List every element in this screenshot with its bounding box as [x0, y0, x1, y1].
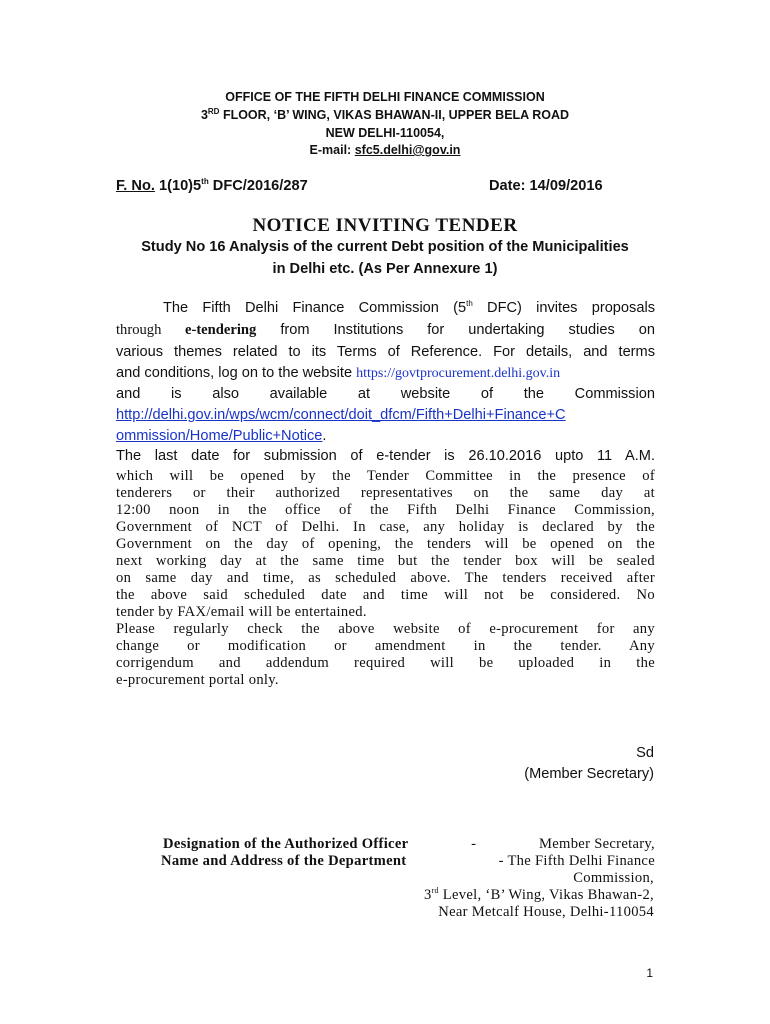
signature-role: (Member Secretary): [524, 766, 654, 782]
page-number: 1: [646, 966, 653, 980]
office-name: OFFICE OF THE FIFTH DELHI FINANCE COMMISSION: [225, 90, 545, 104]
department-line: [161, 853, 655, 870]
para2-line-9: tender by FAX/email will be entertained.: [116, 604, 367, 620]
para1-line-3: various themes related to its Terms of Reference. For details, and terms: [116, 344, 655, 360]
subtitle-line-1: Study No 16 Analysis of the current Debt position of the Municipalities: [141, 239, 629, 255]
para1-line-1: The Fifth Delhi Finance Commission (5th DFC) invites proposals: [163, 299, 655, 316]
para3-line-4: e-procurement portal only.: [116, 672, 279, 688]
para3-line-3: corrigendum and addendum required will be uploaded in the: [116, 655, 655, 671]
address-line-2: 3rd Level, ‘B’ Wing, Vikas Bhawan-2,: [423, 886, 654, 903]
para1-line-5: and is also available at website of the Commission: [116, 386, 655, 402]
designation-line: Designation of the Authorized Officer - Member Secretary,: [163, 836, 655, 852]
commission-link-part-1[interactable]: http://delhi.gov.in/wps/wcm/connect/doit_dfcm/Fifth+Delhi+Finance+C: [116, 407, 566, 423]
para2-line-6: next working day at the same time but the tender box will be sealed: [116, 553, 655, 569]
commission-link-line-2: ommission/Home/Public+Notice.: [116, 428, 327, 444]
email-link[interactable]: sfc5.delhi@gov.in: [354, 143, 461, 157]
signature-sd: Sd: [636, 745, 654, 761]
department-label: Name and Address of the Department: [161, 853, 407, 869]
address-line-1: Commission,: [573, 870, 654, 886]
para1-line-2: through e-tendering from Institutions for undertaking studies on: [116, 322, 655, 338]
subtitle-line-2: in Delhi etc. (As Per Annexure 1): [272, 261, 498, 277]
commission-link-line-1: [116, 407, 661, 423]
address-line-3: Near Metcalf House, Delhi-110054: [438, 904, 654, 920]
para2-line-2: tenderers or their authorized representatives on the same day at: [116, 485, 655, 501]
para2-line-1: which will be opened by the Tender Committee in the presence of: [116, 468, 655, 484]
para2-line-3: 12:00 noon in the office of the Fifth Delhi Finance Commission,: [116, 502, 655, 518]
para3-line-2: change or modification or amendment in the tender. Any: [116, 638, 655, 654]
office-email: E-mail: sfc5.delhi@gov.in: [309, 143, 461, 157]
para2-line-5: Government on the day of opening, the tenders will be opened on the: [116, 536, 655, 552]
para2-line-4: Government of NCT of Delhi. In case, any holiday is declared by the: [116, 519, 655, 535]
file-number: F. No. 1(10)5th DFC/2016/287: [116, 177, 308, 194]
para1-line-4: and conditions, log on to the website https://govtprocurement.delhi.gov.in: [116, 365, 561, 381]
notice-date: Date: 14/09/2016: [489, 178, 603, 194]
designation-value: Member Secretary,: [539, 836, 655, 852]
designation-label: Designation of the Authorized Officer: [163, 836, 409, 852]
para3-line-1: Please regularly check the above website of e-procurement for any: [116, 621, 655, 637]
para2-line-7: on same day and time, as scheduled above. The tenders received after: [116, 570, 655, 586]
deadline-line: The last date for submission of e-tender is 26.10.2016 upto 11 A.M.: [116, 448, 655, 464]
office-city: NEW DELHI-110054,: [325, 126, 445, 140]
para2-line-8: the above said scheduled date and time will not be considered. No: [116, 587, 655, 603]
department-value: - The Fifth Delhi Finance: [498, 853, 655, 869]
procurement-link[interactable]: https://govtprocurement.delhi.gov.in: [356, 366, 561, 381]
page-title: NOTICE INVITING TENDER: [252, 215, 518, 236]
commission-link-part-2[interactable]: ommission/Home/Public+Notice: [116, 428, 323, 444]
office-floor: 3RD FLOOR, ‘B’ WING, VIKAS BHAWAN-II, UPPER BELA ROAD: [200, 106, 570, 122]
